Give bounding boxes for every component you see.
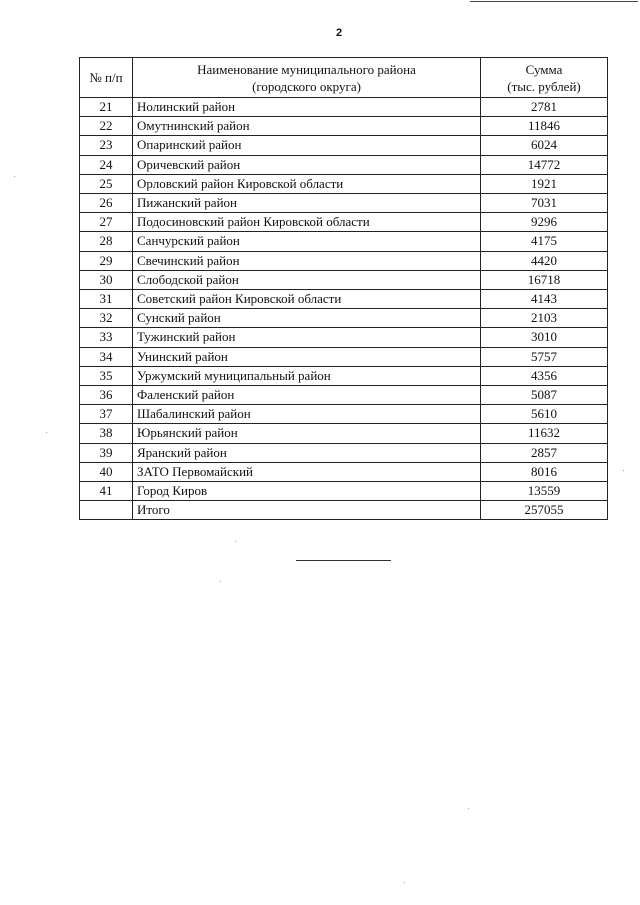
row-name: Уржумский муниципальный район — [133, 366, 481, 385]
row-number: 25 — [80, 174, 133, 193]
row-sum: 6024 — [481, 136, 608, 155]
row-sum: 16718 — [481, 270, 608, 289]
scan-speck — [46, 432, 47, 433]
row-sum: 4420 — [481, 251, 608, 270]
row-sum: 5610 — [481, 405, 608, 424]
table-row — [80, 328, 608, 347]
table-body — [80, 98, 608, 520]
row-number: 40 — [80, 462, 133, 481]
total-number — [80, 501, 133, 520]
row-sum: 2781 — [481, 98, 608, 117]
row-name: Шабалинский район — [133, 405, 481, 424]
total-sum: 257055 — [481, 501, 608, 520]
table-row — [80, 155, 608, 174]
row-sum: 7031 — [481, 194, 608, 213]
row-name: Яранский район — [133, 443, 481, 462]
top-edge-rule — [470, 1, 638, 2]
row-name: Омутнинский район — [133, 117, 481, 136]
header-name-line1: Наименование муниципального района — [197, 61, 416, 77]
table-row — [80, 462, 608, 481]
header-name — [133, 58, 481, 98]
table-row — [80, 405, 608, 424]
row-name: Слободской район — [133, 270, 481, 289]
table-row — [80, 270, 608, 289]
row-number: 41 — [80, 482, 133, 501]
row-name: Юрьянский район — [133, 424, 481, 443]
row-sum: 2103 — [481, 309, 608, 328]
row-sum: 5087 — [481, 386, 608, 405]
row-number: 39 — [80, 443, 133, 462]
row-sum: 13559 — [481, 482, 608, 501]
row-number: 28 — [80, 232, 133, 251]
table-row — [80, 443, 608, 462]
row-sum: 11846 — [481, 117, 608, 136]
row-name: Санчурский район — [133, 232, 481, 251]
table-header-row — [80, 58, 608, 98]
row-number: 32 — [80, 309, 133, 328]
row-number: 34 — [80, 347, 133, 366]
row-number: 31 — [80, 290, 133, 309]
row-name: Тужинский район — [133, 328, 481, 347]
scan-speck — [14, 176, 15, 177]
row-sum: 1921 — [481, 174, 608, 193]
row-name: Подосиновский район Кировской области — [133, 213, 481, 232]
table-row — [80, 366, 608, 385]
end-of-document-rule — [296, 560, 391, 561]
table-row — [80, 290, 608, 309]
table-row — [80, 347, 608, 366]
row-number: 30 — [80, 270, 133, 289]
row-sum: 4143 — [481, 290, 608, 309]
row-number: 27 — [80, 213, 133, 232]
row-name: ЗАТО Первомайский — [133, 462, 481, 481]
row-name: Сунский район — [133, 309, 481, 328]
row-number: 24 — [80, 155, 133, 174]
total-row — [80, 501, 608, 520]
row-number: 33 — [80, 328, 133, 347]
row-sum: 4356 — [481, 366, 608, 385]
row-name: Унинский район — [133, 347, 481, 366]
row-number: 35 — [80, 366, 133, 385]
row-number: 38 — [80, 424, 133, 443]
row-sum: 9296 — [481, 213, 608, 232]
row-name: Свечинский район — [133, 251, 481, 270]
scan-speck — [468, 808, 469, 809]
table-row — [80, 117, 608, 136]
row-number: 22 — [80, 117, 133, 136]
row-name: Орловский район Кировской области — [133, 174, 481, 193]
table-row — [80, 232, 608, 251]
row-name: Опаринский район — [133, 136, 481, 155]
header-sum-line1: Сумма — [525, 61, 563, 77]
total-label: Итого — [133, 501, 481, 520]
scan-speck — [623, 470, 624, 471]
row-number: 23 — [80, 136, 133, 155]
header-sum-line2: (тыс. рублей) — [507, 78, 581, 94]
row-sum: 2857 — [481, 443, 608, 462]
allocation-table — [79, 57, 608, 520]
table-row — [80, 482, 608, 501]
row-number: 26 — [80, 194, 133, 213]
row-number: 29 — [80, 251, 133, 270]
row-number: 36 — [80, 386, 133, 405]
table-row — [80, 309, 608, 328]
table-row — [80, 251, 608, 270]
scan-speck — [220, 581, 221, 582]
row-name: Советский район Кировской области — [133, 290, 481, 309]
row-sum: 11632 — [481, 424, 608, 443]
page-number: 2 — [336, 27, 343, 39]
row-name: Город Киров — [133, 482, 481, 501]
header-number: № п/п — [80, 58, 133, 98]
header-name-line2: (городского округа) — [252, 78, 361, 94]
table-row — [80, 98, 608, 117]
row-sum: 5757 — [481, 347, 608, 366]
row-name: Фаленский район — [133, 386, 481, 405]
table-row — [80, 213, 608, 232]
table-row — [80, 194, 608, 213]
scan-speck — [404, 882, 405, 883]
row-sum: 4175 — [481, 232, 608, 251]
row-name: Оричевский район — [133, 155, 481, 174]
table-row — [80, 386, 608, 405]
row-name: Нолинский район — [133, 98, 481, 117]
row-sum: 8016 — [481, 462, 608, 481]
row-sum: 14772 — [481, 155, 608, 174]
row-number: 21 — [80, 98, 133, 117]
table-row — [80, 174, 608, 193]
table-row — [80, 136, 608, 155]
scan-speck — [235, 541, 236, 542]
row-sum: 3010 — [481, 328, 608, 347]
row-number: 37 — [80, 405, 133, 424]
header-sum — [481, 58, 608, 98]
table-row — [80, 424, 608, 443]
row-name: Пижанский район — [133, 194, 481, 213]
